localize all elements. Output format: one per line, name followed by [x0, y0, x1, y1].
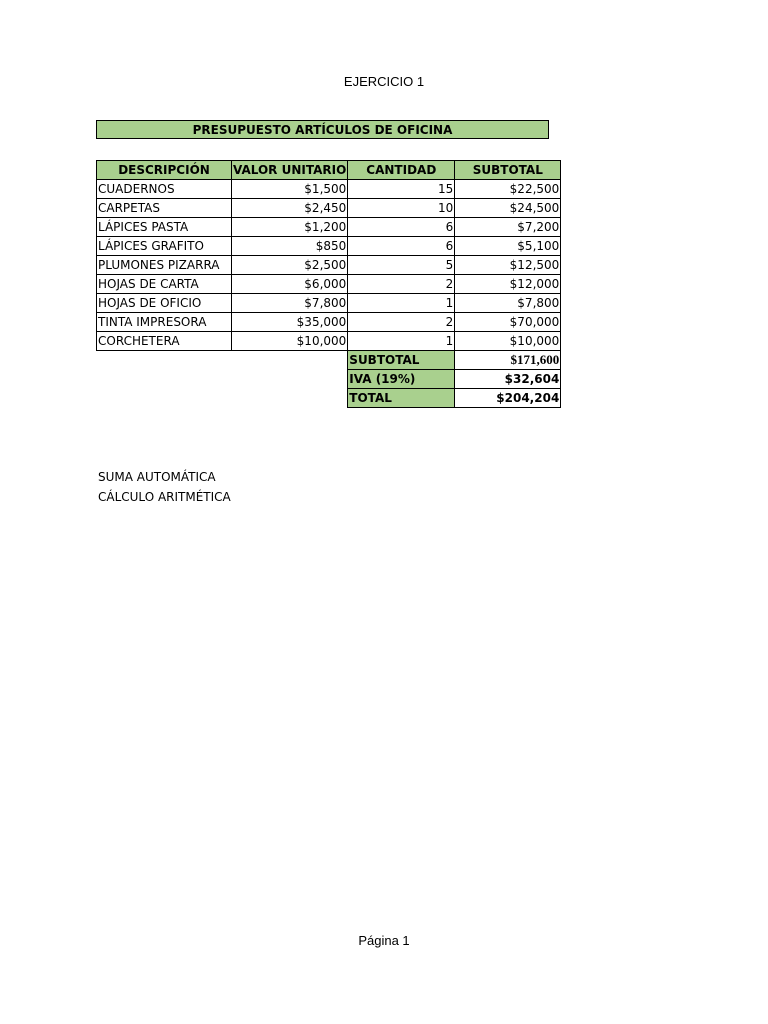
empty-cell — [97, 351, 232, 370]
cell-cantidad: 6 — [348, 218, 455, 237]
cell-subtotal: $70,000 — [455, 313, 561, 332]
note-calculo-aritmetica: CÁLCULO ARITMÉTICA — [98, 490, 231, 504]
cell-subtotal: $10,000 — [455, 332, 561, 351]
cell-valor-unitario: $1,500 — [232, 180, 348, 199]
iva-row — [97, 370, 561, 389]
page-footer: Página 1 — [358, 933, 410, 948]
table-row — [97, 313, 561, 332]
iva-value: $32,604 — [455, 370, 561, 389]
cell-subtotal: $5,100 — [455, 237, 561, 256]
cell-cantidad: 2 — [348, 275, 455, 294]
empty-cell — [232, 370, 348, 389]
cell-valor-unitario: $2,450 — [232, 199, 348, 218]
table-row — [97, 180, 561, 199]
cell-valor-unitario: $10,000 — [232, 332, 348, 351]
budget-table — [96, 160, 561, 408]
cell-descripcion: LÁPICES GRAFITO — [97, 237, 232, 256]
cell-cantidad: 1 — [348, 332, 455, 351]
table-row — [97, 275, 561, 294]
table-row — [97, 256, 561, 275]
cell-subtotal: $7,200 — [455, 218, 561, 237]
column-header-cantidad: CANTIDAD — [348, 161, 455, 180]
column-header-valor-unitario: VALOR UNITARIO — [232, 161, 348, 180]
cell-valor-unitario: $6,000 — [232, 275, 348, 294]
cell-valor-unitario: $7,800 — [232, 294, 348, 313]
table-row — [97, 294, 561, 313]
total-value: $204,204 — [455, 389, 561, 408]
cell-descripcion: TINTA IMPRESORA — [97, 313, 232, 332]
cell-cantidad: 2 — [348, 313, 455, 332]
cell-valor-unitario: $850 — [232, 237, 348, 256]
cell-subtotal: $22,500 — [455, 180, 561, 199]
cell-descripcion: CUADERNOS — [97, 180, 232, 199]
column-header-descripcion: DESCRIPCIÓN — [97, 161, 232, 180]
cell-subtotal: $12,500 — [455, 256, 561, 275]
cell-cantidad: 10 — [348, 199, 455, 218]
empty-cell — [97, 370, 232, 389]
cell-subtotal: $12,000 — [455, 275, 561, 294]
budget-title: PRESUPUESTO ARTÍCULOS DE OFICINA — [96, 120, 549, 139]
cell-cantidad: 6 — [348, 237, 455, 256]
table-header-row — [97, 161, 561, 180]
cell-descripcion: PLUMONES PIZARRA — [97, 256, 232, 275]
subtotal-value: $171,600 — [455, 351, 561, 370]
cell-valor-unitario: $2,500 — [232, 256, 348, 275]
table-row — [97, 199, 561, 218]
cell-subtotal: $24,500 — [455, 199, 561, 218]
cell-descripcion: CORCHETERA — [97, 332, 232, 351]
cell-descripcion: CARPETAS — [97, 199, 232, 218]
cell-descripcion: HOJAS DE CARTA — [97, 275, 232, 294]
notes — [98, 467, 231, 507]
table-row — [97, 218, 561, 237]
table-row — [97, 332, 561, 351]
total-row — [97, 389, 561, 408]
column-header-subtotal: SUBTOTAL — [455, 161, 561, 180]
empty-cell — [232, 389, 348, 408]
note-suma-automatica: SUMA AUTOMÁTICA — [98, 470, 216, 484]
cell-cantidad: 1 — [348, 294, 455, 313]
cell-cantidad: 5 — [348, 256, 455, 275]
page-header: EJERCICIO 1 — [343, 74, 425, 89]
cell-descripcion: LÁPICES PASTA — [97, 218, 232, 237]
cell-valor-unitario: $35,000 — [232, 313, 348, 332]
total-label: TOTAL — [348, 389, 455, 408]
cell-valor-unitario: $1,200 — [232, 218, 348, 237]
subtotal-row — [97, 351, 561, 370]
iva-label: IVA (19%) — [348, 370, 455, 389]
cell-cantidad: 15 — [348, 180, 455, 199]
cell-subtotal: $7,800 — [455, 294, 561, 313]
cell-descripcion: HOJAS DE OFICIO — [97, 294, 232, 313]
table-row — [97, 237, 561, 256]
empty-cell — [97, 389, 232, 408]
subtotal-label: SUBTOTAL — [348, 351, 455, 370]
empty-cell — [232, 351, 348, 370]
